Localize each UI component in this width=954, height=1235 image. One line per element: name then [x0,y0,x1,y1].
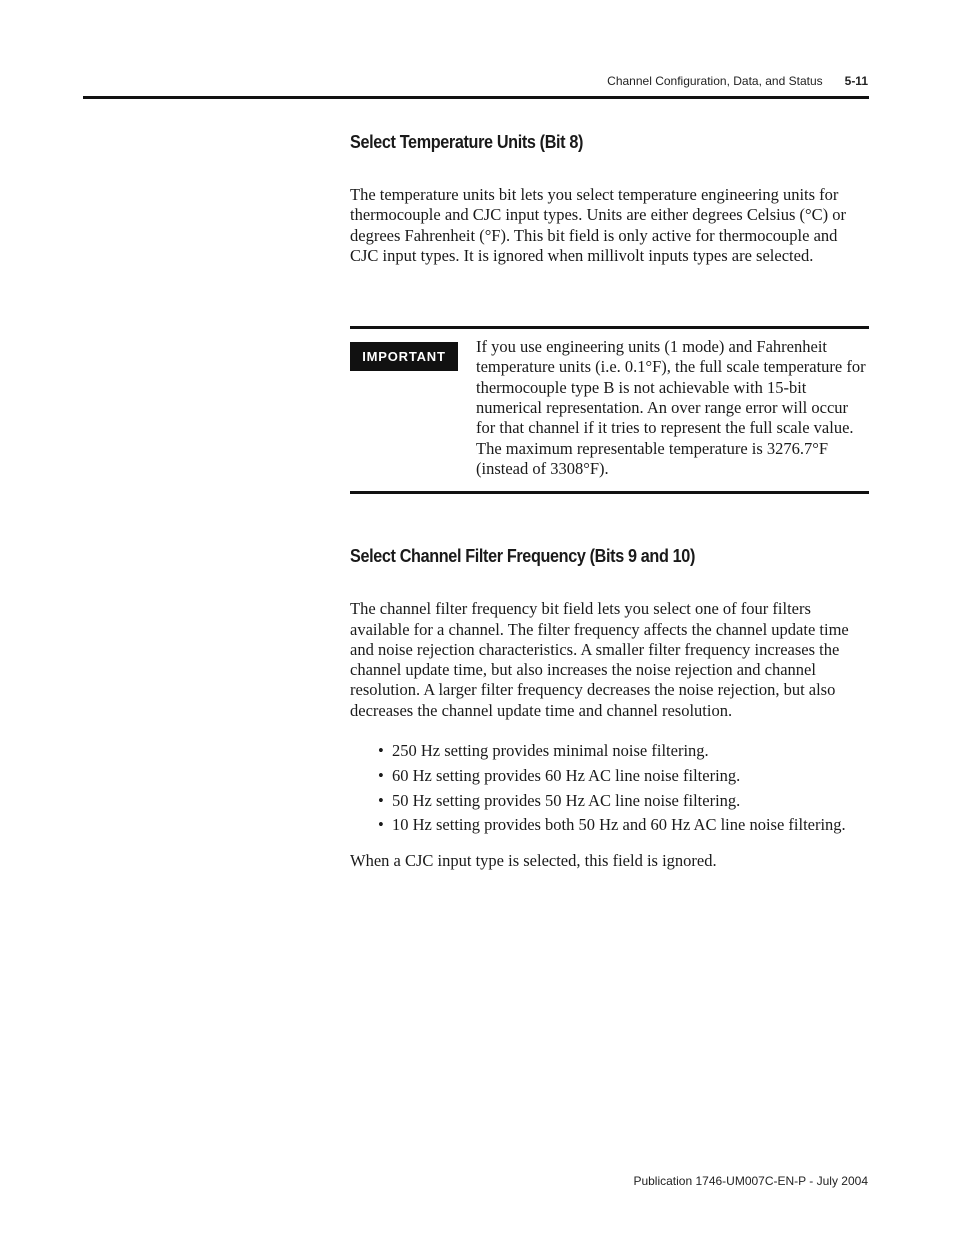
list-item: • 50 Hz setting provides 50 Hz AC line noise filtering. [378,790,741,810]
list-item: • 10 Hz setting provides both 50 Hz and 60 Hz AC line noise filtering. [378,815,846,835]
important-callout [350,326,869,494]
section-heading-filter-frequency: Select Channel Filter Frequency (Bits 9 and 10) [350,546,695,567]
header-divider [83,96,869,99]
list-item: • 60 Hz setting provides 60 Hz AC line noise filtering. [378,765,741,785]
list-item: • 250 Hz setting provides minimal noise filtering. [378,741,709,761]
bullet-icon: • [378,741,384,761]
section-heading-temperature-units: Select Temperature Units (Bit 8) [350,132,584,152]
bullet-icon: • [378,765,384,785]
cjc-note-paragraph: When a CJC input type is selected, this field is ignored. [350,850,717,870]
filter-frequency-paragraph: The channel filter frequency bit field lets you select one of four filters available for a channel. The filter frequency affects the channel update time and noise rejection characteristics. A smaller filter frequency increases the channel update time, but also increases the noise rejection and channel resolution. A larger filter frequency decreases the noise rejection, but also decreases the channel update time and channel resolution. [350,599,849,720]
page-number: 5-11 [844,74,868,88]
bullet-icon: • [378,815,384,835]
important-text: If you use engineering units (1 mode) and Fahrenheit temperature units (i.e. 0.1°F), the full scale temperature for thermocouple type B is not achievable with 15-bit numerical representation. An over range error will occur for that channel if it tries to represent the full scale value. The maximum representable temperature is 3276.7°F (instead of 3308°F). [476,337,866,478]
header-section-title: Channel Configuration, Data, and Status [607,74,823,88]
publication-footer: Publication 1746-UM007C-EN-P - July 2004 [633,1174,868,1188]
page-content [350,132,869,871]
page-header [607,74,868,88]
bullet-icon: • [378,790,384,810]
temperature-units-paragraph: The temperature units bit lets you select temperature engineering units for thermocouple and CJC input types. Units are either degrees Celsius (°C) or degrees Fahrenheit (°F). This bit field is only active for thermocouple and CJC input types. It is ignored when millivolt inputs types are selected. [350,185,846,265]
important-label: IMPORTANT [350,342,458,371]
filter-settings-list [350,741,869,836]
